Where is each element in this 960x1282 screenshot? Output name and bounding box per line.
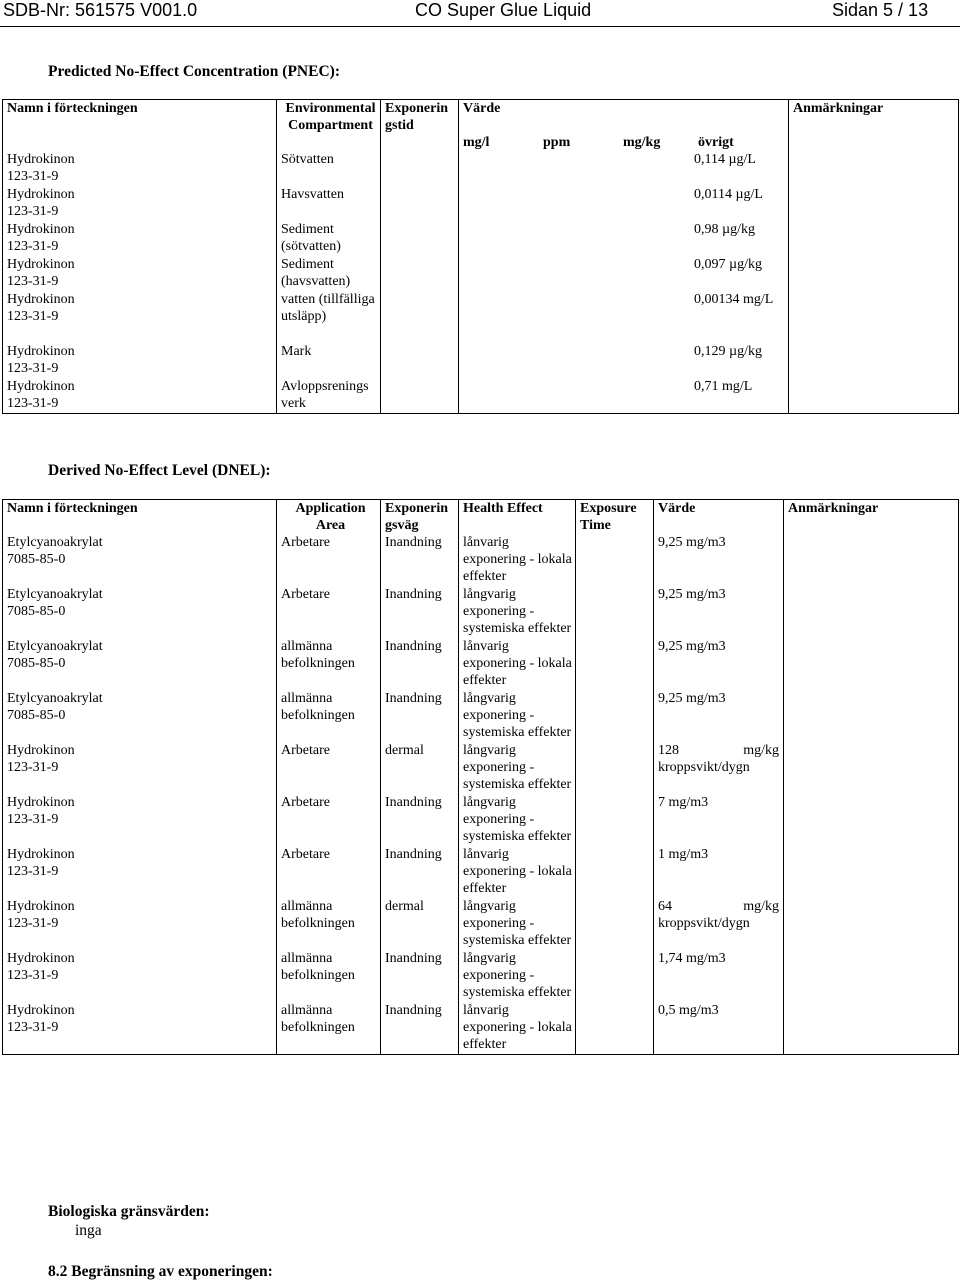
value-other: 0,097 µg/kg [459, 256, 789, 291]
exposure-route: Inandning [381, 1002, 459, 1055]
dnel-value: 1,74 mg/m3 [654, 950, 784, 1002]
substance-name: Hydrokinon 123-31-9 [3, 794, 277, 846]
health-effect: långvarig exponering - systemiska effekter [459, 742, 576, 794]
application-area: Arbetare [277, 586, 381, 638]
dnel-value: 7 mg/m3 [654, 794, 784, 846]
exposure-time [576, 586, 654, 638]
remarks [784, 690, 959, 742]
application-area: allmänna befolkningen [277, 638, 381, 690]
health-effect: långvarig exponering - systemiska effekter [459, 794, 576, 846]
exposure-control-title: 8.2 Begränsning av exponeringen: [48, 1263, 273, 1280]
substance-name: Hydrokinon 123-31-9 [3, 742, 277, 794]
dnel-value: 9,25 mg/m3 [654, 534, 784, 586]
remarks [789, 186, 959, 221]
substance-name: Etylcyanoakrylat 7085-85-0 [3, 690, 277, 742]
table-row [3, 256, 959, 291]
exposure-time [576, 742, 654, 794]
dnel-header-time: Exposure Time [576, 500, 654, 535]
substance-name: Hydrokinon 123-31-9 [3, 898, 277, 950]
remarks [789, 221, 959, 256]
remarks [784, 1002, 959, 1055]
health-effect: långvarig exponering - systemiska effekter [459, 690, 576, 742]
remarks [784, 898, 959, 950]
table-row [3, 378, 959, 413]
substance-name: Hydrokinon 123-31-9 [3, 186, 277, 221]
remarks [784, 638, 959, 690]
substance-name: Hydrokinon 123-31-9 [3, 151, 277, 186]
health-effect: lånvarig exponering - lokala effekter [459, 846, 576, 898]
table-row [3, 690, 959, 742]
dnel-header-area: Application Area [277, 500, 381, 535]
remarks [789, 151, 959, 186]
table-row [3, 186, 959, 221]
dnel-value: 0,5 mg/m3 [654, 1002, 784, 1055]
remarks [789, 343, 959, 378]
application-area: Arbetare [277, 794, 381, 846]
exposure-route: Inandning [381, 846, 459, 898]
bio-limits-title: Biologiska gränsvärden: [48, 1203, 210, 1220]
substance-name: Hydrokinon 123-31-9 [3, 378, 277, 413]
table-row [3, 898, 959, 950]
substance-name: Hydrokinon 123-31-9 [3, 221, 277, 256]
page-number: Sidan 5 / 13 [832, 0, 929, 20]
table-row [3, 534, 959, 586]
pnec-header-name: Namn i förteckningen [3, 100, 277, 152]
health-effect: lånvarig exponering - lokala effekter [459, 638, 576, 690]
health-effect: långvarig exponering - systemiska effekter [459, 898, 576, 950]
compartment: Sötvatten [277, 151, 381, 186]
exposure-time [381, 378, 459, 413]
health-effect: lånvarig exponering - lokala effekter [459, 1002, 576, 1055]
compartment: Sediment (havsvatten) [277, 256, 381, 291]
value-other: 0,00134 mg/L [459, 291, 789, 343]
dnel-value: 9,25 mg/m3 [654, 638, 784, 690]
application-area: Arbetare [277, 534, 381, 586]
dnel-header-remarks: Anmärkningar [784, 500, 959, 535]
table-row [3, 846, 959, 898]
dnel-header-value: Värde [654, 500, 784, 535]
pnec-title: Predicted No-Effect Concentration (PNEC): [48, 63, 340, 80]
table-row [3, 1002, 959, 1055]
substance-name: Hydrokinon 123-31-9 [3, 846, 277, 898]
exposure-time [576, 898, 654, 950]
exposure-time [576, 534, 654, 586]
exposure-time [576, 950, 654, 1002]
substance-name: Hydrokinon 123-31-9 [3, 343, 277, 378]
exposure-route: dermal [381, 898, 459, 950]
pnec-header-compartment: Environmental Compartment [277, 100, 381, 152]
substance-name: Etylcyanoakrylat 7085-85-0 [3, 638, 277, 690]
substance-name: Hydrokinon 123-31-9 [3, 1002, 277, 1055]
exposure-route: dermal [381, 742, 459, 794]
exposure-route: Inandning [381, 794, 459, 846]
pnec-header-exposure: Exponerin gstid [381, 100, 459, 152]
table-row [3, 742, 959, 794]
sds-number: SDB-Nr: 561575 V001.0 [3, 0, 198, 20]
application-area: allmänna befolkningen [277, 950, 381, 1002]
substance-name: Hydrokinon 123-31-9 [3, 256, 277, 291]
value-other: 0,0114 µg/L [459, 186, 789, 221]
page-header [0, 0, 960, 27]
health-effect: långvarig exponering - systemiska effekter [459, 586, 576, 638]
table-row [3, 221, 959, 256]
application-area: allmänna befolkningen [277, 690, 381, 742]
dnel-table [2, 499, 959, 1055]
exposure-route: Inandning [381, 638, 459, 690]
pnec-table [2, 99, 959, 414]
remarks [784, 586, 959, 638]
exposure-time [381, 291, 459, 343]
value-other: 0,71 mg/L [459, 378, 789, 413]
dnel-title: Derived No-Effect Level (DNEL): [48, 462, 271, 479]
exposure-time [381, 186, 459, 221]
remarks [784, 794, 959, 846]
application-area: allmänna befolkningen [277, 1002, 381, 1055]
remarks [789, 378, 959, 413]
exposure-time [381, 256, 459, 291]
application-area: Arbetare [277, 742, 381, 794]
dnel-value: 128 mg/kg kroppsvikt/dygn [654, 742, 784, 794]
compartment: Havsvatten [277, 186, 381, 221]
exposure-time [381, 151, 459, 186]
compartment: Mark [277, 343, 381, 378]
application-area: allmänna befolkningen [277, 898, 381, 950]
remarks [789, 256, 959, 291]
exposure-route: Inandning [381, 586, 459, 638]
exposure-route: Inandning [381, 950, 459, 1002]
bio-limits-value: inga [75, 1222, 102, 1239]
dnel-value: 9,25 mg/m3 [654, 586, 784, 638]
dnel-value: 64 mg/kg kroppsvikt/dygn [654, 898, 784, 950]
dnel-value: 1 mg/m3 [654, 846, 784, 898]
table-row [3, 638, 959, 690]
dnel-header-name: Namn i förteckningen [3, 500, 277, 535]
remarks [784, 742, 959, 794]
substance-name: Etylcyanoakrylat 7085-85-0 [3, 534, 277, 586]
exposure-time [576, 794, 654, 846]
table-row [3, 343, 959, 378]
remarks [784, 534, 959, 586]
value-other: 0,129 µg/kg [459, 343, 789, 378]
compartment: vatten (tillfälliga utsläpp) [277, 291, 381, 343]
value-other: 0,114 µg/L [459, 151, 789, 186]
table-row [3, 950, 959, 1002]
table-row [3, 151, 959, 186]
remarks [784, 846, 959, 898]
product-name: CO Super Glue Liquid [415, 0, 592, 20]
exposure-time [576, 638, 654, 690]
exposure-time [381, 221, 459, 256]
pnec-header-remarks: Anmärkningar [789, 100, 959, 152]
table-row [3, 586, 959, 638]
remarks [784, 950, 959, 1002]
exposure-time [576, 846, 654, 898]
dnel-header-health: Health Effect [459, 500, 576, 535]
exposure-time [576, 690, 654, 742]
value-other: 0,98 µg/kg [459, 221, 789, 256]
health-effect: lånvarig exponering - lokala effekter [459, 534, 576, 586]
dnel-value: 9,25 mg/m3 [654, 690, 784, 742]
compartment: Sediment (sötvatten) [277, 221, 381, 256]
exposure-route: Inandning [381, 534, 459, 586]
substance-name: Hydrokinon 123-31-9 [3, 950, 277, 1002]
substance-name: Hydrokinon 123-31-9 [3, 291, 277, 343]
dnel-header-route: Exponerin gsväg [381, 500, 459, 535]
table-row [3, 291, 959, 343]
application-area: Arbetare [277, 846, 381, 898]
substance-name: Etylcyanoakrylat 7085-85-0 [3, 586, 277, 638]
exposure-route: Inandning [381, 690, 459, 742]
exposure-time [381, 343, 459, 378]
compartment: Avloppsrenings verk [277, 378, 381, 413]
table-row [3, 794, 959, 846]
exposure-time [576, 1002, 654, 1055]
remarks [789, 291, 959, 343]
health-effect: långvarig exponering - systemiska effekter [459, 950, 576, 1002]
pnec-header-value: Värde mg/l ppm mg/kg övrigt [459, 100, 789, 152]
